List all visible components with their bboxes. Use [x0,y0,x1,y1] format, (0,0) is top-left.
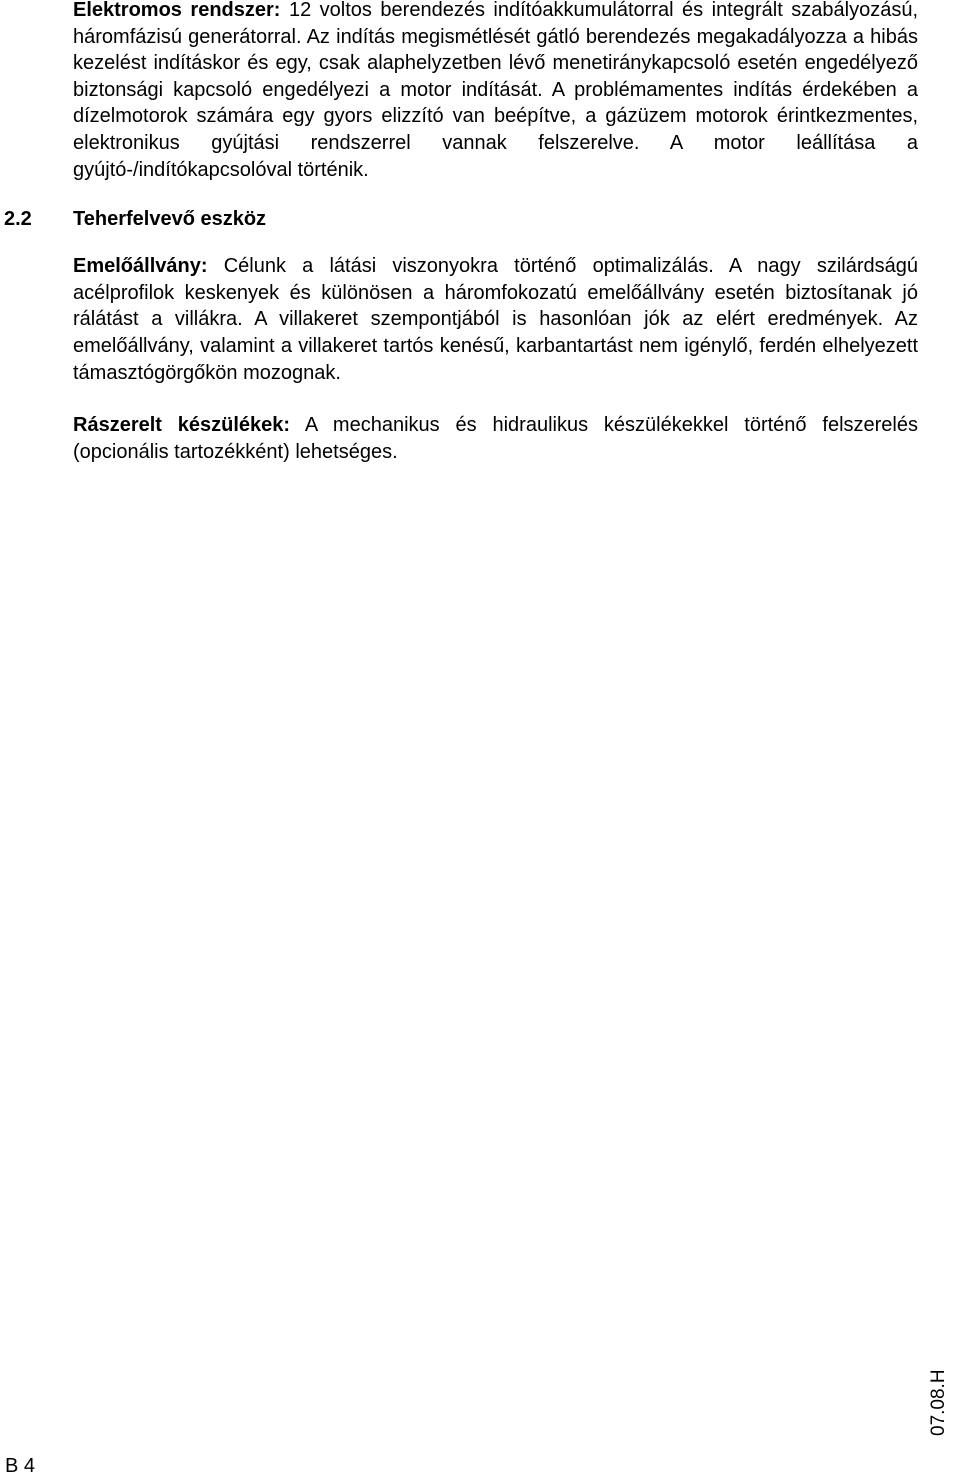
paragraph-spacer [73,386,918,412]
section-number: 2.2 [4,208,32,231]
paragraph-electrical-system [73,0,918,183]
paragraph-text: A mechanikus és hidraulikus készülékekkel történő felszerelés (opcionális tartozékként) lehetséges. [73,414,918,463]
document-body [4,0,918,465]
paragraph-label: Elektromos rendszer: [73,0,281,21]
paragraph-attachments [73,412,918,465]
paragraph-label: Rászerelt készülékek: [73,414,291,437]
section-heading [4,206,918,233]
document-code: 07.08.H [928,1369,949,1436]
section-title: Teherfelvevő eszköz [73,208,267,231]
paragraph-lift-mast [73,253,918,386]
paragraph-label: Emelőállvány: [73,255,208,278]
paragraph-text: Célunk a látási viszonyokra történő optimalizálás. A nagy szilárdságú acélprofilok keskenyek és különösen a háromfokozatú emelőállvány esetén biztosítanak jó rálátást a villákra. A villakeret szempontjából is hasonlóan jók az elért eredmények. Az emelőállvány, valamint a villakeret tartós kenésű, karbantartást nem igénylő, ferdén elhelyezett támasztógörgőkön mozognak. [73,255,918,384]
paragraph-text: 12 voltos berendezés indítóakkumulátorral és integrált szabályozású, háromfázisú generátorral. Az indítás megismétlését gátló berendezés megakadályozza a hibás kezelést indításkor és egy, csak alaphelyzetben lévő menetiránykapcsoló esetén engedélyező biztonsági kapcsoló engedélyezi a motor indítását. A problémamentes indítás érdekében a dízelmotorok számára egy gyors elizzító van beépítve, a gázüzem motorok érintkezmentes, elektronikus gyújtási rendszerrel vannak felszerelve. A motor leállítása a gyújtó-/indítókapcsolóval történik. [73,0,918,181]
page-number: B 4 [5,1455,36,1477]
